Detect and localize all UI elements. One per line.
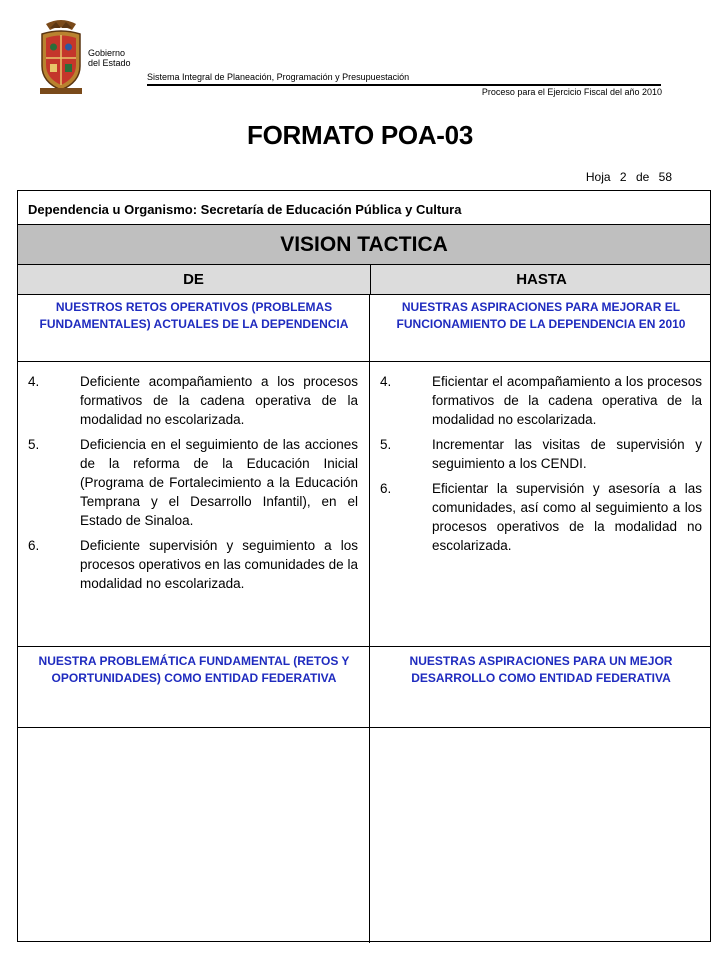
de-heading: DE	[183, 271, 204, 288]
item-number: 6.	[380, 481, 392, 496]
row-divider	[18, 646, 710, 647]
item-text: Deficiente acompañamiento a los procesos formativos de la cadena operativa de la modalidad no escolarizada.	[80, 374, 358, 427]
hoja-total: 58	[658, 170, 672, 184]
item-text: Incrementar las visitas de supervisión y seguimiento a los CENDI.	[432, 437, 702, 471]
page-counter	[582, 170, 672, 184]
aspiracion-item	[380, 372, 702, 429]
government-label	[88, 48, 131, 68]
column-divider	[369, 295, 370, 943]
page-title: FORMATO POA-03	[247, 120, 473, 150]
row-divider	[18, 361, 710, 362]
dependencia-row: Dependencia u Organismo: Secretaría de Educación Pública y Cultura	[18, 191, 710, 225]
process-label: Proceso para el Ejercicio Fiscal del año 2010	[481, 87, 662, 97]
item-text: Eficientar el acompañamiento a los procesos formativos de la cadena operativa de la modalidad no escolarizada.	[432, 374, 702, 427]
item-number: 6.	[28, 538, 40, 553]
item-number: 5.	[28, 437, 40, 452]
item-text: Eficientar la supervisión y asesoría a las comunidades, así como al seguimiento a los procesos operativos de la modalidad no escolarizada.	[432, 481, 702, 553]
system-name: Sistema Integral de Planeación, Programación y Presupuestación	[147, 72, 410, 82]
item-text: Deficiente supervisión y seguimiento a los procesos operativos en las comunidades de la modalidad no escolarizada.	[80, 538, 358, 591]
de-hasta-row	[18, 265, 710, 295]
reto-item	[28, 372, 358, 429]
state-coat-of-arms-icon	[36, 18, 86, 96]
hoja-de: de	[635, 170, 650, 184]
reto-item	[28, 435, 358, 530]
item-text: Deficiencia en el seguimiento de las acciones de la reforma de la Educación Inicial (Programa de Fortalecimiento a la Educación Temprana y el Desarrollo Infantil), en el Estado de Sinaloa.	[80, 437, 358, 528]
reto-item	[28, 536, 358, 593]
retos-heading: NUESTROS RETOS OPERATIVOS (PROBLEMAS FUNDAMENTALES) ACTUALES DE LA DEPENDENCIA	[39, 300, 349, 331]
aspiracion-item	[380, 479, 702, 555]
item-number: 4.	[380, 374, 392, 389]
row-divider	[18, 727, 710, 728]
aspiraciones-list	[380, 372, 702, 561]
aspiraciones-heading: NUESTRAS ASPIRACIONES PARA MEJORAR EL FUNCIONAMIENTO DE LA DEPENDENCIA EN 2010	[396, 300, 686, 331]
gov-line-2: del Estado	[88, 58, 131, 68]
retos-list	[28, 372, 358, 599]
desarrollo-heading: NUESTRAS ASPIRACIONES PARA UN MEJOR DESARROLLO COMO ENTIDAD FEDERATIVA	[409, 654, 673, 685]
gov-line-1: Gobierno	[88, 48, 126, 58]
hoja-number: 2	[619, 170, 627, 184]
vision-table	[17, 190, 711, 942]
hasta-heading: HASTA	[370, 265, 712, 295]
problematica-heading: NUESTRA PROBLEMÁTICA FUNDAMENTAL (RETOS Y OPORTUNIDADES) COMO ENTIDAD FEDERATIVA	[38, 654, 350, 685]
item-number: 4.	[28, 374, 40, 389]
hoja-label: Hoja	[585, 170, 611, 184]
aspiracion-item	[380, 435, 702, 473]
item-number: 5.	[380, 437, 392, 452]
vision-tactica-heading: VISION TACTICA	[18, 225, 710, 265]
header-rule	[147, 84, 661, 86]
